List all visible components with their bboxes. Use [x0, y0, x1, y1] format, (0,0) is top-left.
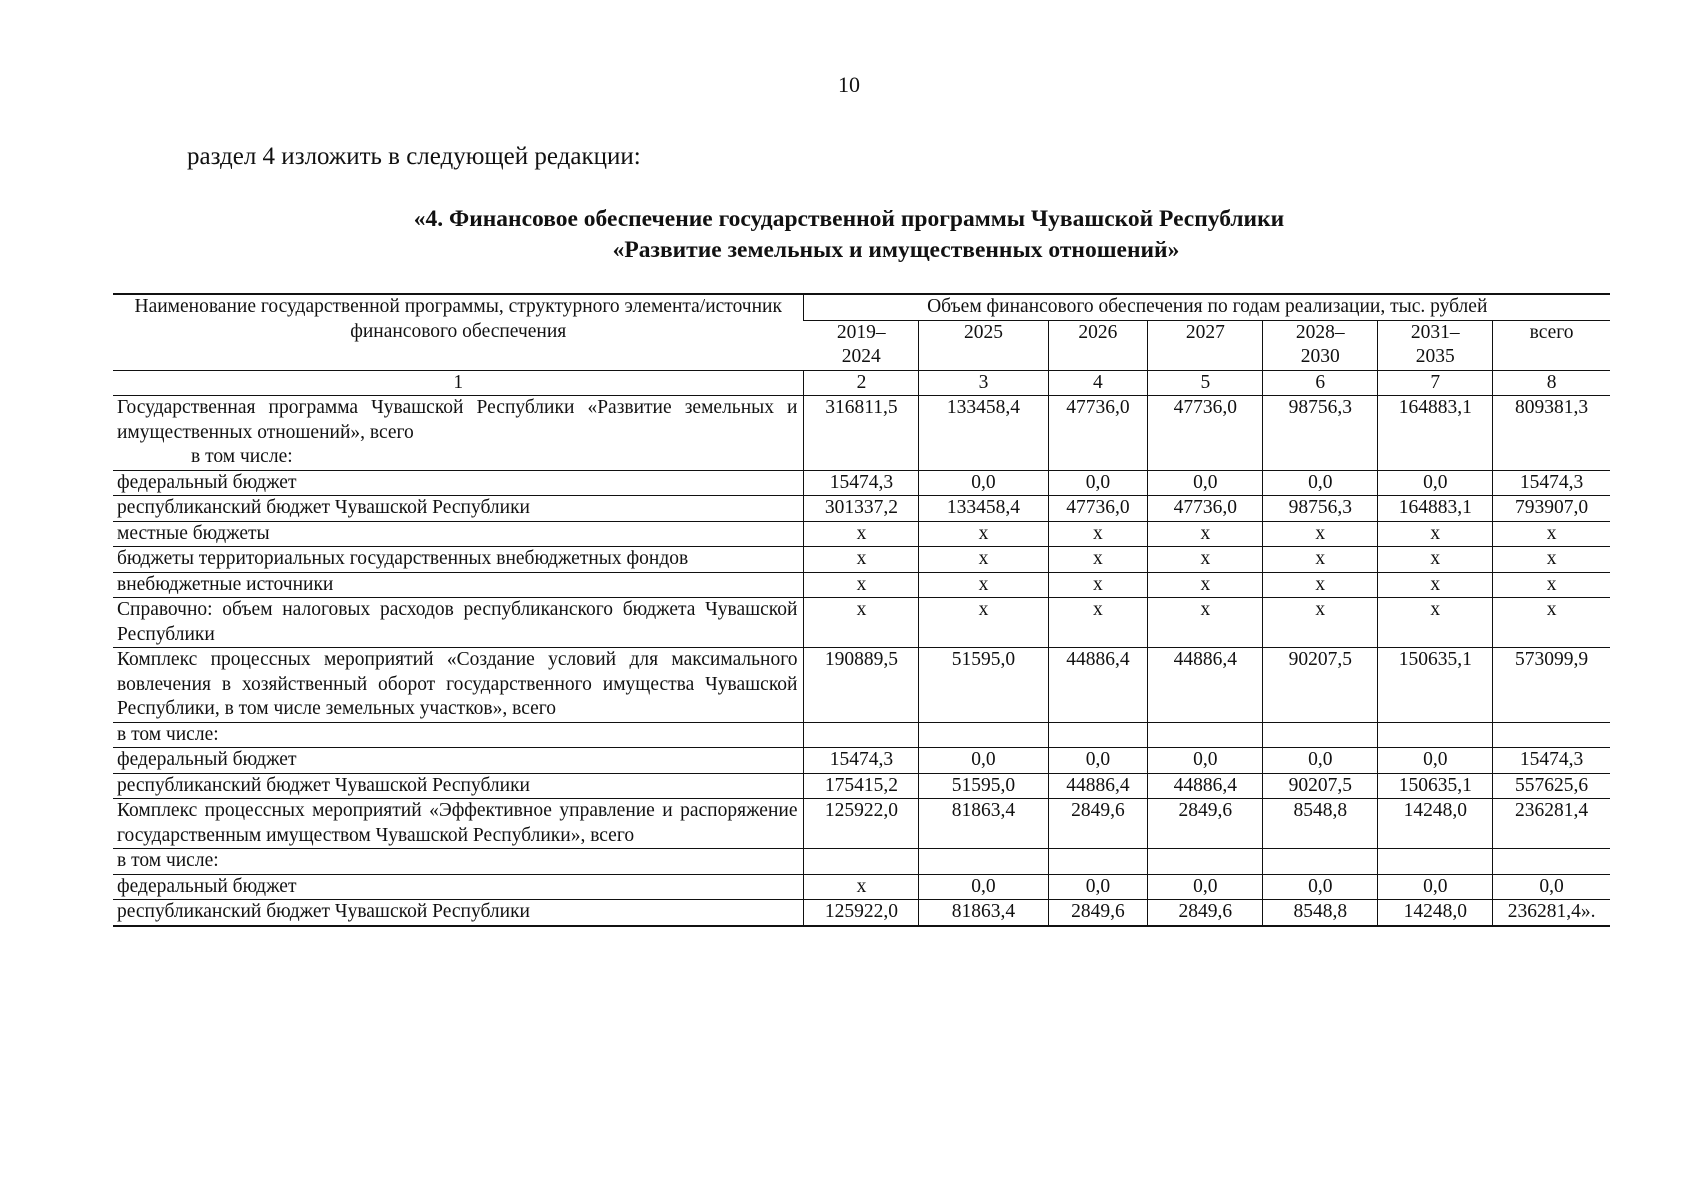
intro-text: раздел 4 изложить в следующей редакции: [187, 143, 641, 170]
row-value: х [1048, 598, 1148, 648]
row-value [919, 445, 1048, 470]
row-value: 809381,3 [1493, 396, 1610, 446]
financing-table [113, 293, 1610, 927]
row-value: 51595,0 [919, 773, 1048, 799]
row-value [1148, 849, 1263, 875]
row-value: х [919, 547, 1048, 573]
row-value: х [1263, 572, 1378, 598]
column-number-2: 2 [804, 370, 919, 396]
column-number-6: 6 [1263, 370, 1378, 396]
row-value: 125922,0 [804, 799, 919, 849]
row-value: 0,0 [1148, 470, 1263, 496]
row-value [1048, 445, 1148, 470]
header-year-4: 2027 [1148, 320, 1263, 370]
table-row [113, 396, 1610, 446]
row-value: х [804, 572, 919, 598]
row-value: х [919, 572, 1048, 598]
row-value: 44886,4 [1048, 648, 1148, 723]
row-value: 47736,0 [1148, 496, 1263, 522]
column-number-1: 1 [113, 370, 804, 396]
row-value: 2849,6 [1048, 799, 1148, 849]
row-value: 14248,0 [1378, 900, 1493, 926]
row-value: 51595,0 [919, 648, 1048, 723]
row-value: 47736,0 [1048, 396, 1148, 446]
row-value: х [804, 521, 919, 547]
table-row [113, 598, 1610, 648]
row-value: х [1493, 521, 1610, 547]
row-value [1048, 722, 1148, 748]
row-value: 0,0 [1378, 470, 1493, 496]
row-name: Комплекс процессных мероприятий «Создание условий для максимального вовлечения в хозяйственный оборот государственного имущества Чувашской Республики, в том числе земельных участков», всего [113, 648, 804, 723]
row-value: 81863,4 [919, 799, 1048, 849]
row-name: Комплекс процессных мероприятий «Эффективное управление и распоряжение государственным имуществом Чувашской Республики», всего [113, 799, 804, 849]
table-row [113, 874, 1610, 900]
table-row [113, 547, 1610, 573]
row-value: 44886,4 [1148, 773, 1263, 799]
table-row [113, 849, 1610, 875]
row-value: 301337,2 [804, 496, 919, 522]
row-value: 98756,3 [1263, 396, 1378, 446]
row-name: в том числе: [113, 445, 804, 470]
row-value: 14248,0 [1378, 799, 1493, 849]
row-value: х [919, 598, 1048, 648]
row-value [1378, 722, 1493, 748]
row-value [1493, 445, 1610, 470]
header-name-column: Наименование государственной программы, структурного элемента/источник финансового обеспечения [113, 294, 804, 370]
row-value: 0,0 [1263, 874, 1378, 900]
row-value: 90207,5 [1263, 773, 1378, 799]
table-row [113, 900, 1610, 926]
row-value: 0,0 [1263, 748, 1378, 774]
row-value [919, 849, 1048, 875]
row-value: 175415,2 [804, 773, 919, 799]
row-name: федеральный бюджет [113, 874, 804, 900]
row-value: 2849,6 [1148, 799, 1263, 849]
row-value: 190889,5 [804, 648, 919, 723]
row-value: 0,0 [1263, 470, 1378, 496]
row-value [1048, 849, 1148, 875]
row-value: х [1493, 547, 1610, 573]
row-value: 15474,3 [1493, 748, 1610, 774]
row-value [919, 722, 1048, 748]
row-value: х [804, 874, 919, 900]
row-value: 2849,6 [1048, 900, 1148, 926]
row-value: х [1148, 521, 1263, 547]
table-row [113, 773, 1610, 799]
row-value: х [804, 547, 919, 573]
row-value [1263, 722, 1378, 748]
header-year-7: всего [1493, 320, 1610, 370]
page-number: 10 [838, 72, 860, 97]
row-value: 0,0 [1048, 874, 1148, 900]
row-value [1493, 722, 1610, 748]
row-value: х [1148, 547, 1263, 573]
row-value: 90207,5 [1263, 648, 1378, 723]
section-heading-line-2: «Развитие земельных и имущественных отношений» [612, 237, 1180, 263]
row-value: 236281,4 [1493, 799, 1610, 849]
row-value: х [1148, 598, 1263, 648]
row-name: бюджеты территориальных государственных внебюджетных фондов [113, 547, 804, 573]
row-value: 793907,0 [1493, 496, 1610, 522]
row-value: х [1493, 572, 1610, 598]
row-value [1148, 722, 1263, 748]
row-value: 236281,4». [1493, 900, 1610, 926]
row-value: х [1378, 572, 1493, 598]
row-value: 44886,4 [1148, 648, 1263, 723]
header-year-1: 2019– 2024 [804, 320, 919, 370]
row-name: республиканский бюджет Чувашской Республики [113, 773, 804, 799]
table-row [113, 748, 1610, 774]
row-value: 133458,4 [919, 496, 1048, 522]
row-value: 0,0 [919, 470, 1048, 496]
row-value [804, 722, 919, 748]
row-value: 164883,1 [1378, 496, 1493, 522]
table-row [113, 722, 1610, 748]
header-year-6: 2031– 2035 [1378, 320, 1493, 370]
row-value [1493, 849, 1610, 875]
row-value: 47736,0 [1148, 396, 1263, 446]
row-value: 98756,3 [1263, 496, 1378, 522]
row-value: х [1493, 598, 1610, 648]
row-value: 0,0 [1493, 874, 1610, 900]
row-value [1263, 445, 1378, 470]
row-value: 557625,6 [1493, 773, 1610, 799]
row-value: х [1263, 547, 1378, 573]
row-value: 0,0 [1148, 748, 1263, 774]
row-value: 164883,1 [1378, 396, 1493, 446]
row-value: 8548,8 [1263, 900, 1378, 926]
row-name: республиканский бюджет Чувашской Республики [113, 900, 804, 926]
row-value: 2849,6 [1148, 900, 1263, 926]
row-value: 0,0 [1378, 748, 1493, 774]
column-number-5: 5 [1148, 370, 1263, 396]
row-value [1378, 445, 1493, 470]
row-name: Справочно: объем налоговых расходов республиканского бюджета Чувашской Республики [113, 598, 804, 648]
row-value: 150635,1 [1378, 648, 1493, 723]
row-value: х [804, 598, 919, 648]
row-value [1378, 849, 1493, 875]
row-value: 0,0 [1048, 470, 1148, 496]
row-value: 8548,8 [1263, 799, 1378, 849]
header-year-3: 2026 [1048, 320, 1148, 370]
row-value: 0,0 [1048, 748, 1148, 774]
row-name: федеральный бюджет [113, 470, 804, 496]
column-number-8: 8 [1493, 370, 1610, 396]
row-value: 0,0 [1378, 874, 1493, 900]
row-value: 15474,3 [1493, 470, 1610, 496]
row-name: в том числе: [113, 849, 804, 875]
row-value: х [1378, 521, 1493, 547]
row-name: республиканский бюджет Чувашской Республики [113, 496, 804, 522]
column-number-4: 4 [1048, 370, 1148, 396]
row-value: х [1048, 547, 1148, 573]
section-heading-line-1: «4. Финансовое обеспечение государственной программы Чувашской Республики [413, 206, 1285, 232]
row-value: 573099,9 [1493, 648, 1610, 723]
row-value: 15474,3 [804, 748, 919, 774]
row-value: 44886,4 [1048, 773, 1148, 799]
row-name: внебюджетные источники [113, 572, 804, 598]
row-value: 133458,4 [919, 396, 1048, 446]
row-value [804, 445, 919, 470]
header-year-5: 2028– 2030 [1263, 320, 1378, 370]
row-value: 47736,0 [1048, 496, 1148, 522]
row-value: х [919, 521, 1048, 547]
section-heading [0, 204, 1698, 266]
table-row [113, 648, 1610, 723]
row-value: х [1378, 547, 1493, 573]
table-row [113, 799, 1610, 849]
row-value: 0,0 [919, 748, 1048, 774]
row-value: 150635,1 [1378, 773, 1493, 799]
row-value: 0,0 [1148, 874, 1263, 900]
row-value: х [1148, 572, 1263, 598]
column-number-3: 3 [919, 370, 1048, 396]
table-row [113, 470, 1610, 496]
header-year-2: 2025 [919, 320, 1048, 370]
row-value: 0,0 [919, 874, 1048, 900]
row-name: в том числе: [113, 722, 804, 748]
row-value: х [1048, 572, 1148, 598]
row-value [804, 849, 919, 875]
row-value [1148, 445, 1263, 470]
row-value: 316811,5 [804, 396, 919, 446]
row-value [1263, 849, 1378, 875]
column-number-7: 7 [1378, 370, 1493, 396]
row-value: х [1263, 598, 1378, 648]
row-name: Государственная программа Чувашской Республики «Развитие земельных и имущественных отношений», всего [113, 396, 804, 446]
row-value: 125922,0 [804, 900, 919, 926]
row-value: х [1378, 598, 1493, 648]
row-value: х [1263, 521, 1378, 547]
table-row [113, 445, 1610, 470]
row-value: 81863,4 [919, 900, 1048, 926]
row-name: федеральный бюджет [113, 748, 804, 774]
row-value: 15474,3 [804, 470, 919, 496]
table-row [113, 496, 1610, 522]
row-name: местные бюджеты [113, 521, 804, 547]
header-volume: Объем финансового обеспечения по годам реализации, тыс. рублей [804, 294, 1610, 320]
table-row [113, 572, 1610, 598]
row-value: х [1048, 521, 1148, 547]
table-row [113, 521, 1610, 547]
